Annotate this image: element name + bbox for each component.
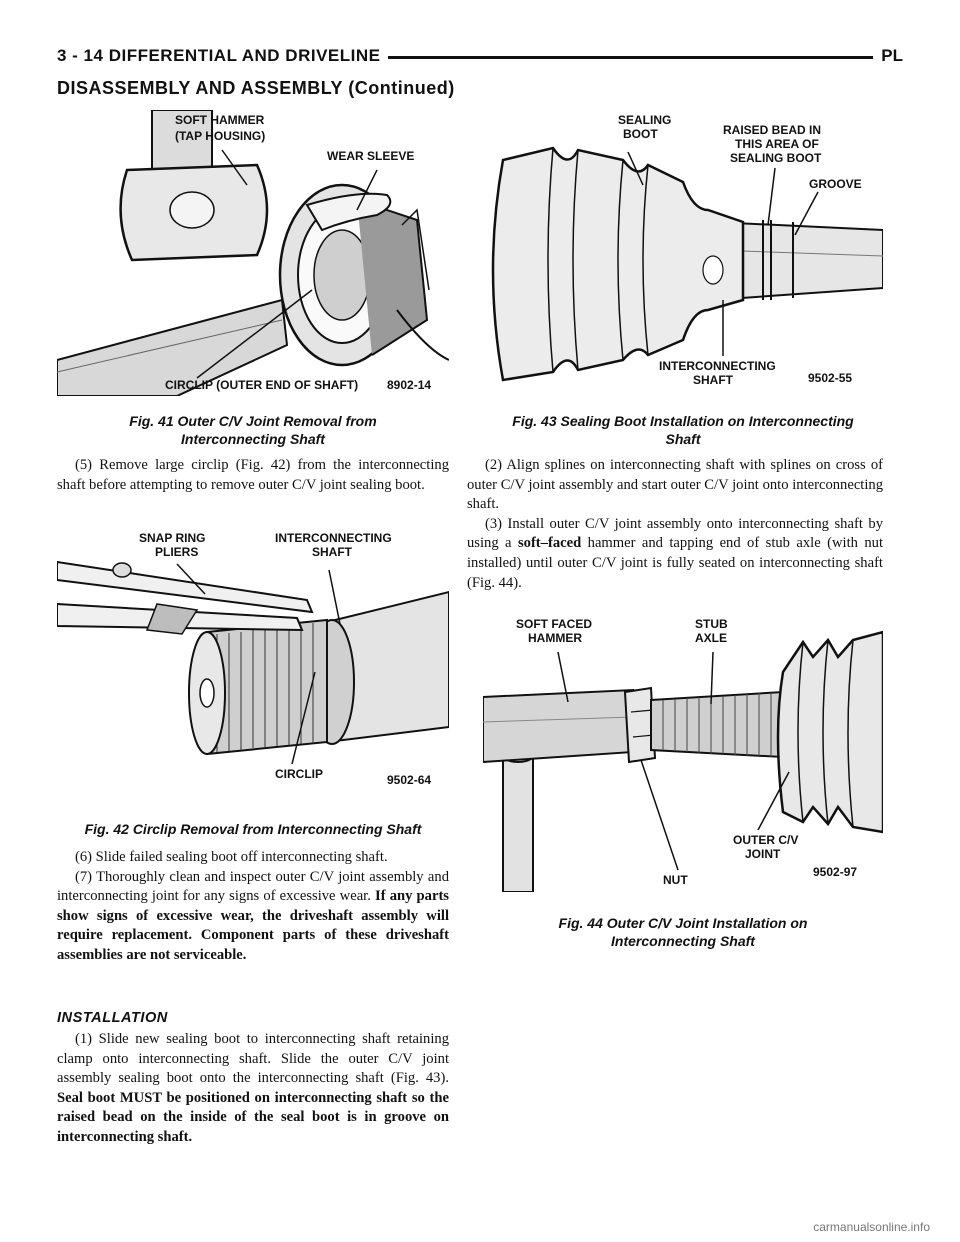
fig43-illustration (483, 110, 883, 396)
fig43-label-shaft-2: SHAFT (693, 373, 733, 387)
fig42-caption: Fig. 42 Circlip Removal from Interconnecting Shaft (84, 821, 422, 837)
fig43-label-groove: GROOVE (809, 177, 862, 191)
left-text-installation-1: (1) Slide new sealing boot to interconnecting shaft retaining clamp onto interconnecting shaft. Slide the outer C/V joint assembly sealing boot onto the interconnecting shaft (Fig. 43). Seal boot MUST be positioned on interconnecting shaft so the raised bead on the inside of the seal boot is in groove on interconnecting shaft. (57, 1031, 449, 1145)
fig43-code: 9502-55 (808, 371, 853, 385)
fig44-caption: Fig. 44 Outer C/V Joint Installation on Interconnecting Shaft (558, 915, 808, 949)
fig43-label-shaft-1: INTERCONNECTING (659, 359, 776, 373)
header-code: PL (873, 46, 903, 66)
fig42-label-snap-ring-1: SNAP RING (139, 531, 206, 545)
fig41-caption: Fig. 41 Outer C/V Joint Removal from Interconnecting Shaft (129, 413, 377, 447)
fig44-code: 9502-97 (813, 865, 858, 879)
fig43-caption: Fig. 43 Sealing Boot Installation on Interconnecting Shaft (512, 413, 854, 447)
fig44-illustration (483, 612, 883, 892)
fig42-illustration (57, 522, 449, 792)
fig44-label-joint-2: JOINT (745, 847, 781, 861)
fig41-illustration (57, 110, 449, 396)
fig42-label-circlip: CIRCLIP (275, 767, 323, 781)
fig43-label-bead-1: RAISED BEAD IN (723, 123, 822, 137)
fig42-label-shaft-1: INTERCONNECTING (275, 531, 392, 545)
installation-heading: INSTALLATION (57, 1010, 168, 1026)
left-text-steps-6-7: (6) Slide failed sealing boot off interconnecting shaft. (7) Thoroughly clean and inspect outer C/V joint assembly and interconnecting joint for any signs of excessive wear. If any parts show signs of excessive wear, the driveshaft assembly will require replacement. Component parts of these driveshaft assemblies are not serviceable. (57, 849, 449, 963)
fig41-label-tap-housing: (TAP HOUSING) (175, 129, 266, 143)
fig44-label-stub-1: STUB (695, 617, 728, 631)
fig43-label-bead-2: THIS AREA OF (735, 137, 819, 151)
fig42-code: 9502-64 (387, 773, 432, 787)
fig41-label-soft-hammer: SOFT HAMMER (175, 113, 265, 127)
fig42-label-snap-ring-2: PLIERS (155, 545, 199, 559)
fig44-label-stub-2: AXLE (695, 631, 728, 645)
fig41-label-wear-sleeve: WEAR SLEEVE (327, 149, 415, 163)
fig43-label-boot-2: BOOT (623, 127, 658, 141)
fig41-code: 8902-14 (387, 378, 432, 392)
fig43-label-bead-3: SEALING BOOT (730, 151, 822, 165)
fig44-label-hammer-1: SOFT FACED (516, 617, 593, 631)
fig42-label-shaft-2: SHAFT (312, 545, 352, 559)
page-header (57, 46, 903, 74)
fig43-label-boot-1: SEALING (618, 113, 672, 127)
left-text-step5: (5) Remove large circlip (Fig. 42) from the interconnecting shaft before attempting to remove outer C/V joint sealing boot. (57, 457, 449, 493)
header-title: 3 - 14 DIFFERENTIAL AND DRIVELINE (57, 46, 388, 66)
fig44-label-nut: NUT (663, 873, 688, 887)
right-text-installation-2-3: (2) Align splines on interconnecting shaft with splines on cross of outer C/V joint assembly and start outer C/V joint onto interconnecting shaft. (3) Install outer C/V joint assembly onto interconnecting shaft by using a soft–faced hammer and tapping end of stub axle (with nut installed) until outer C/V joint is fully seated on interconnecting shaft (Fig. 44). (467, 457, 883, 591)
fig44-label-hammer-2: HAMMER (528, 631, 582, 645)
fig44-label-joint-1: OUTER C/V (733, 833, 799, 847)
fig41-label-circlip: CIRCLIP (OUTER END OF SHAFT) (165, 378, 359, 392)
site-watermark: carmanualsonline.info (813, 1220, 930, 1234)
section-title: DISASSEMBLY AND ASSEMBLY (Continued) (57, 78, 455, 98)
